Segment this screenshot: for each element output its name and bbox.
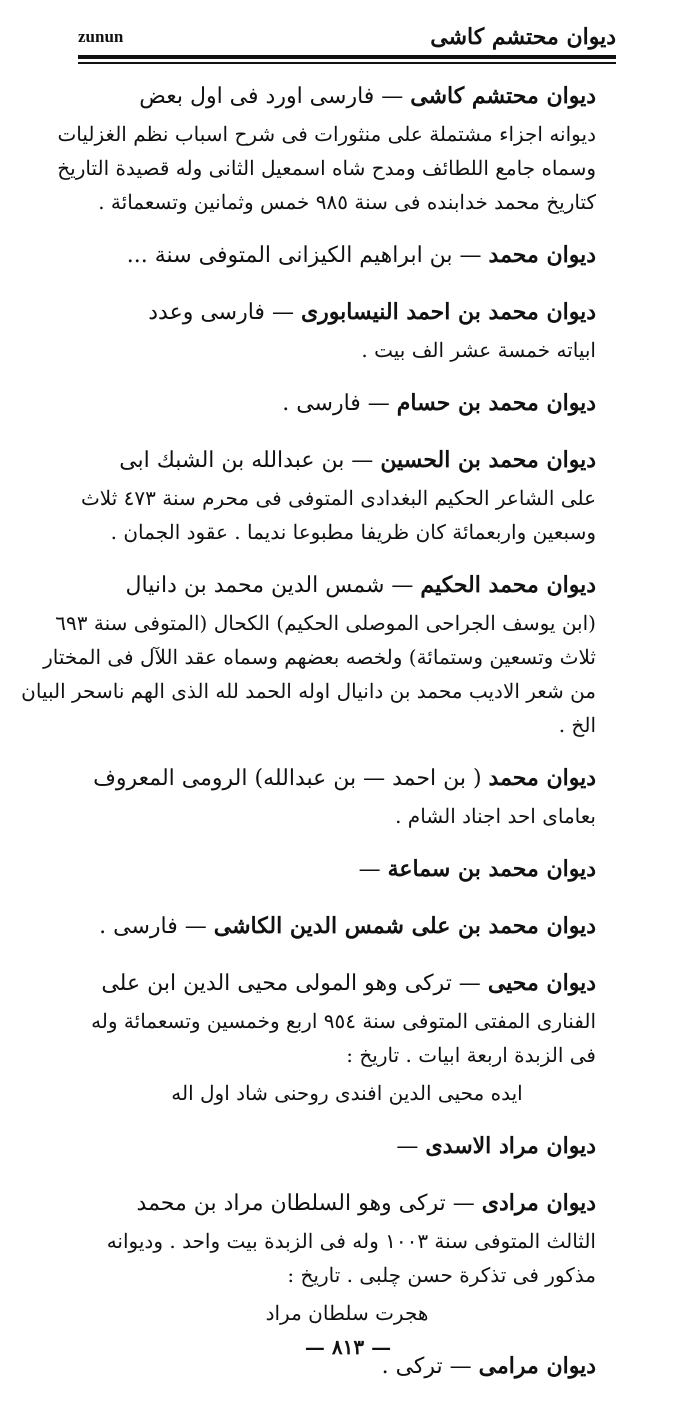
entry-title: ديوان محمد	[488, 242, 596, 268]
entry	[98, 235, 596, 276]
entry	[80, 440, 596, 549]
entry-heading-line	[98, 963, 596, 1004]
header-left-text: zunun	[78, 27, 124, 46]
body-text	[21, 76, 596, 1403]
entry-heading-line	[98, 1126, 596, 1167]
entry-line: بعاماى احد اجناد الشام .	[395, 804, 596, 828]
entry-description: — فارسى اورد فى اول بعض	[139, 84, 411, 109]
entry-heading-line	[98, 383, 596, 424]
entry-line: وسماه جامع اللطائف ومدح شاه اسمعيل الثانى وله قصيدة التاريخ	[57, 156, 596, 180]
header-rule-thick	[78, 55, 616, 59]
entry-line: كتاريخ محمد خدابنده فى سنة ٩٨٥ خمس وثمانين وتسعمائة .	[98, 190, 596, 214]
entry-heading-line	[98, 1183, 596, 1224]
header-rule-thin	[78, 62, 616, 64]
entry-line: وسبعين واربعمائة كان ظريفا مطبوعا نديما . عقود الجمان .	[110, 520, 596, 544]
entry-description: — تركى وهو المولى محيى الدين ابن على	[101, 971, 488, 996]
entry-title: ديوان محمد بن سماعة	[387, 856, 596, 882]
entry	[98, 383, 596, 424]
entry	[98, 849, 596, 890]
entry-description: ( بن احمد — بن عبدالله) الرومى المعروف	[93, 766, 489, 791]
entry	[98, 1126, 596, 1167]
entry-line: (ابن يوسف الجراحى الموصلى الحكيم) الكحال (المتوفى سنة ٦٩٣	[55, 611, 596, 635]
entry-description: —	[358, 857, 388, 882]
entry-line: على الشاعر الحكيم البغدادى المتوفى فى محرم سنة ٤٧٣ ثلاث	[80, 486, 596, 510]
entry-heading-line	[98, 235, 596, 276]
entry-line: ابياته خمسة عشر الف بيت .	[361, 338, 596, 362]
entry-heading-line	[98, 440, 596, 481]
entry-description: — بن عبدالله بن الشبك ابى	[119, 448, 381, 473]
entry	[91, 963, 596, 1110]
entry	[57, 76, 596, 219]
entry-title: ديوان محمد	[488, 765, 596, 791]
entry	[98, 292, 596, 367]
entry-heading-line	[98, 906, 596, 947]
entry	[21, 565, 596, 742]
entry-line: ثلاث وتسعين وستمائة) ولخصه بعضهم وسماه عقد اللآل فى المختار	[43, 645, 596, 669]
header-title: ديوان محتشم كاشى	[430, 24, 616, 50]
entry	[98, 906, 596, 947]
entry-description: — تركى .	[381, 1354, 479, 1379]
entry-heading-line	[98, 565, 596, 606]
entry-description: — تركى وهو السلطان مراد بن محمد	[136, 1191, 482, 1216]
entry-heading-line	[98, 76, 596, 117]
entry-description: — شمس الدين محمد بن دانيال	[125, 573, 421, 598]
entry	[98, 1183, 596, 1330]
entry-description: — فارسى .	[282, 391, 397, 416]
entry-line: ديوانه اجزاء مشتملة على منثورات فى شرح اسباب نظم الغزليات	[57, 122, 596, 146]
entry-line: الفنارى المفتى المتوفى سنة ٩٥٤ اربع وخمسين وتسعمائة وله	[91, 1009, 596, 1033]
entry-description: — فارسى .	[99, 914, 214, 939]
entry-heading-line	[98, 849, 596, 890]
entry-title: ديوان محتشم كاشى	[410, 83, 596, 109]
entry-heading-line	[98, 292, 596, 333]
entry-line: الخ .	[558, 713, 596, 737]
entry-title: ديوان مراد الاسدى	[425, 1133, 596, 1159]
entry-title: ديوان مرادى	[481, 1190, 596, 1216]
entry-line: مذكور فى تذكرة حسن چلبى . تاريخ :	[287, 1263, 596, 1287]
verse-line: ايده محيى الدين افندى روحنى شاد اول اله	[171, 1081, 523, 1105]
entry-description: — بن ابراهيم الكيزانى المتوفى سنة ...	[126, 243, 489, 268]
entry-title: ديوان محيى	[487, 970, 596, 996]
entry-description: —	[396, 1134, 426, 1159]
entry-title: ديوان محمد الحكيم	[420, 572, 596, 598]
entry-title: ديوان محمد بن على شمس الدين الكاشى	[213, 913, 596, 939]
entry-title: ديوان محمد بن احمد النيسابورى	[300, 299, 596, 325]
entry-title: ديوان محمد بن حسام	[396, 390, 596, 416]
entry-line: من شعر الاديب محمد بن دانيال اوله الحمد لله الذى الهم ناسحر البيان	[21, 679, 596, 703]
entry-title: ديوان مرامى	[478, 1353, 596, 1379]
verse-line: هجرت سلطان مراد	[265, 1301, 429, 1325]
entry-description: — فارسى وعدد	[148, 300, 301, 325]
running-header	[78, 22, 616, 52]
entry-heading-line	[93, 758, 596, 799]
entry	[93, 758, 596, 833]
page-number: — ٨١٣ —	[304, 1335, 392, 1359]
entry-line: الثالث المتوفى سنة ١٠٠٣ وله فى الزبدة بيت واحد . وديوانه	[106, 1229, 596, 1253]
entry-title: ديوان محمد بن الحسين	[380, 447, 596, 473]
entry-line: فى الزبدة اربعة ابيات . تاريخ :	[346, 1043, 596, 1067]
